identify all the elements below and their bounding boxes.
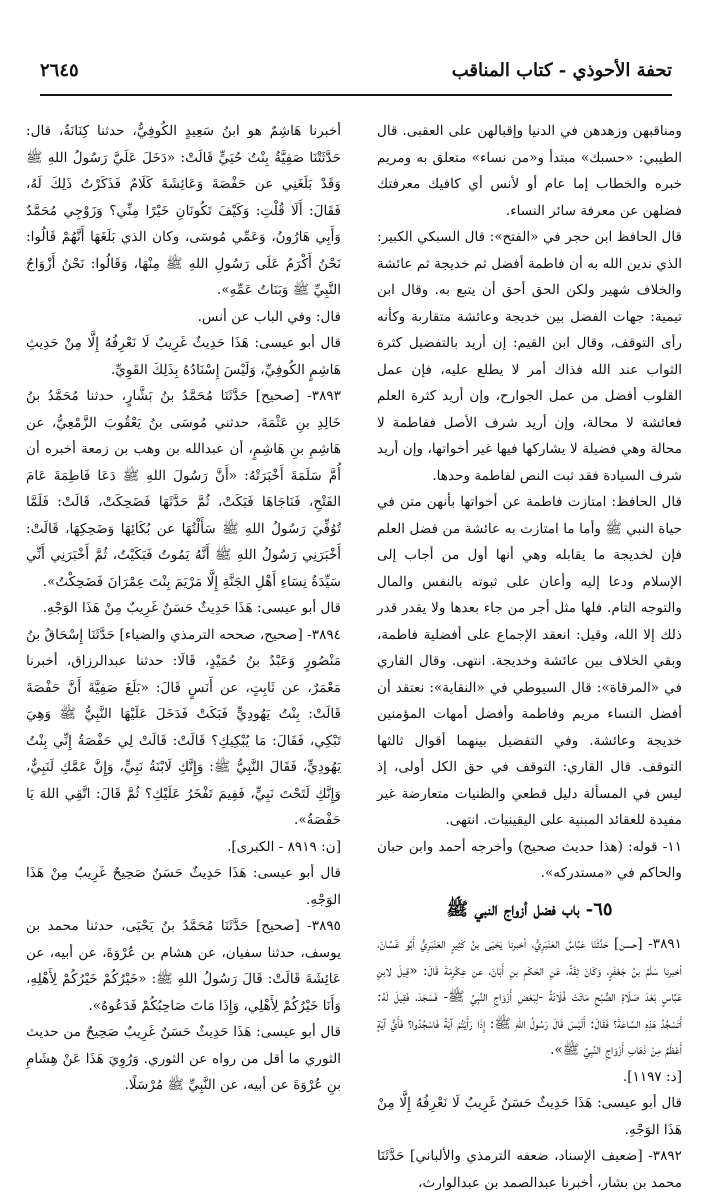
hadith-3892: ٣٨٩٢- [ضعيف الإسناد، ضعفه الترمذي والألباني] حَدَّثَنَا محمد بن بشار، أخبرنا عبدالصمد بن عبدالوارث، [377, 1148, 682, 1191]
right-column [377, 118, 682, 1191]
hadith-3893: ٣٨٩٣- [صحيح] حَدَّثَنَا مُحَمَّدُ بنُ بَشَّارٍ، حدثنا مُحَمَّدُ بنُ خَالِدِ بنِ عَثْمَةَ، حدثني مُوسَى بنُ يَعْقُوبَ الزَّمْعِيُّ، عن هَاشِمِ بنِ هَاشِمٍ، أن عبدالله بن وهب بن زمعة أخبره أن أُمَّ سَلَمَةَ أَخْبَرَتْهُ: «أَنَّ رَسُولَ اللهِ ﷺ دَعَا فَاطِمَةَ عَامَ الفَتْحِ، فَنَاجَاهَا فَبَكَتْ، ثُمَّ حَدَّثَهَا فَضَحِكَتْ، قَالَتْ: فَلَمَّا تُوُفِّيَ رَسُولُ اللهِ ﷺ سَأَلْتُهَا عن بُكَائِهَا وَضَحِكِهَا، قَالَتْ: أَخْبَرَنِي رَسُولُ اللهِ ﷺ أَنَّهُ يَمُوتُ فَبَكَيْتُ، ثُمَّ أَخْبَرَنِي أَنِّي سَيِّدَةُ نِسَاءِ أَهْلِ الجَنَّةِ إِلَّا مَرْيَمَ بِنْتَ عِمْرَانَ فَضَحِكْتُ». [26, 388, 341, 590]
hadith-3891: ٣٨٩١- [حسن] حَدَّثَنَا عَبَّاسٌ العَنْبَرِيُّ، أخبرنا يَحْيَى بنُ كَثِيرٍ العَنْبَرِيُّ أَبُو غَسَّانَ، أخبرنا سَلْمُ بنُ جَعْفَرٍ، وَكَانَ ثِقَةً، عَنِ الحَكَمِ بنِ أَبَانَ، عن عِكْرِمَةَ قَالَ: «قِيلَ لابنِ عَبَّاسٍ بَعْدَ صَلَاةِ الصُّبْحِ مَاتَتْ فُلَانَةُ -لِبَعْضِ أَزْوَاجِ النَّبِيِّ ﷺ- فَسَجَدَ، فَقِيلَ لَهُ: أَتَسْجُدُ هَذِهِ السَّاعَةَ؟ فَقَالَ: أَلَيْسَ قَالَ رَسُولُ اللهِ ﷺ: إِذَا رَأَيْتُمْ آيَةً فَاسْجُدُوا؟ فَأَيُّ آيَةٍ أَعْظَمُ مِنْ ذَهَابِ أَزْوَاجِ النَّبِيِّ ﷺ». [377, 936, 682, 1058]
header-rule [40, 94, 672, 96]
commentary-paragraph-1: ومناقبهن وزهدهن في الدنيا وإقبالهن على العقبى. قال الطيبي: «حسبك» مبتدأ و«من نساء» متعلق به ومريم خبره والخطاب إما عام أو لأنس أي كافيك معرفتك فضلهن عن معرفة سائر النساء. [377, 123, 682, 219]
chapter-heading: ٦٥- باب فضل أزواج النبي ﷺ [446, 898, 613, 920]
hadith-3892-continued: أخبرنا هَاشِمٌ هو ابنُ سَعِيدٍ الكُوفِيُّ، حدثنا كِنَانَةُ، قال: حَدَّثَتْنَا صَفِيَّةُ بِنْتُ حُيَيٍّ قَالَتْ: «دَخَلَ عَلَيَّ رَسُولُ اللهِ ﷺ وَقَدْ بَلَغَنِي عن حَفْصَةَ وَعَائِشَةَ كَلَامٌ فَذَكَرْتُ ذَلِكَ لَهُ، فَقَالَ: أَلَا قُلْتِ: وَكَيْفَ تَكُونَانِ خَيْرًا مِنِّي؟ وَزَوْجِي مُحَمَّدٌ وَأَبِي هَارُونُ، وَعَمِّي مُوسَى، وكان الذي بَلَغَهَا أَنَّهُمْ قَالُوا: نَحْنُ أَكْرَمُ عَلَى رَسُولِ اللهِ ﷺ مِنْهَا، وَقَالُوا: نَحْنُ أَزْوَاجُ النَّبِيِّ ﷺ وَبَنَاتُ عَمِّهِ». [26, 123, 341, 298]
commentary-paragraph-4: ١١- قوله: (هذا حديث صحيح) وأخرجه أحمد وابن حبان والحاكم في «مستدركه». [377, 838, 682, 881]
abu-isa-3892: قال أبو عيسى: هَذَا حَدِيثٌ غَرِيبٌ لَا نَعْرِفُهُ إِلَّا مِنْ حَدِيثِ هَاشِمٍ الكُوفِيِّ، وَلَيْسَ إِسْنَادُهُ بِذَلِكَ القَوِيِّ. [26, 335, 341, 378]
left-column [26, 118, 341, 1098]
abu-isa-3895: قال أبو عيسى: هَذَا حَدِيثٌ حَسَنٌ غَرِيبٌ صَحِيحٌ من حديث الثوري ما أقل من رواه عن الثوري. وَرُوِيَ هَذَا عَنْ هِشَامِ بنِ عُرْوَةَ عن أبيه، عن النَّبِيِّ ﷺ مُرْسَلًا. [26, 1024, 341, 1093]
hadith-3895: ٣٨٩٥- [صحيح] حَدَّثَنَا مُحَمَّدُ بنُ يَحْيَى، حدثنا محمد بن يوسف، حدثنا سفيان، عن هشام بن عُرْوَةَ، عن أبيه، عن عَائِشَةَ قَالَتْ: قَالَ رَسُولُ اللهِ ﷺ: «خَيْرُكُمْ خَيْرُكُمْ لِأَهْلِهِ، وَأَنَا خَيْرُكُمْ لِأَهْلِي، وَإِذَا مَاتَ صَاحِبُكُمْ فَدَعُوهُ». [26, 918, 341, 1014]
running-header [40, 52, 672, 88]
abu-isa-3893: قال أبو عيسى: هَذَا حَدِيثٌ حَسَنٌ غَرِيبٌ مِنْ هَذَا الوَجْهِ. [42, 600, 341, 616]
reference-3891: [د: ١١٩٧]. [622, 1068, 682, 1085]
book-title: تحفة الأحوذي - كتاب المناقب [451, 59, 672, 81]
reference-3894: [ن: ٨٩١٩ - الكبرى]. [227, 838, 341, 855]
page-number: ٢٦٤٥ [40, 59, 79, 81]
abu-isa-3891: قال أبو عيسى: هَذَا حَدِيثٌ حَسَنٌ غَرِيبٌ لَا نَعْرِفُهُ إِلَّا مِنْ هَذَا الوَجْهِ. [377, 1095, 682, 1138]
commentary-paragraph-2: قال الحافظ ابن حجر في «الفتح»: قال السبكي الكبير: الذي ندين الله به أن فاطمة أفضل ثم خديجة ثم عائشة والخلاف شهير ولكن الحق أحق أن يتبع به. وقال ابن تيمية: جهات الفضل بين خديجة وعائشة متقاربة وكأنه رأى التوقف، وقال ابن القيم: إن أريد بالتفضيل كثرة الثواب عند الله فذاك أمر لا يطلع عليه، فإن عمل القلوب أفضل من عمل الجوارح، وإن أريد كثرة العلم فعائشة لا محالة، وإن أريد شرف الأصل ففاطمة لا محالة وهي فضيلة لا يشاركها فيها غير أخواتها، وإن أريد شرف السيادة فقد ثبت النص لفاطمة وحدها. [377, 229, 682, 484]
abu-isa-3894: قال أبو عيسى: هَذَا حَدِيثٌ حَسَنٌ صَحِيحٌ غَرِيبٌ مِنْ هَذَا الوَجْهِ. [26, 865, 341, 908]
fil-bab-note: قال: وفي الباب عن أنس. [197, 308, 341, 325]
hadith-3894: ٣٨٩٤- [صحيح، صححه الترمذي والضياء] حَدَّثَنَا إِسْحَاقُ بنُ مَنْصُورٍ وَعَبْدُ بنُ حُمَيْدٍ، قَالَا: حدثنا عبدالرزاق، أخبرنا مَعْمَرٌ، عن ثَابِتٍ، عن أَنَسٍ قَالَ: «بَلَغَ صَفِيَّةَ أَنَّ حَفْصَةَ قَالَتْ: بِنْتُ يَهُودِيٍّ فَبَكَتْ فَدَخَلَ عَلَيْهَا النَّبِيُّ ﷺ وَهِيَ تَبْكِي، فَقَالَ: مَا يُبْكِيكِ؟ قَالَتْ: قَالَتْ لِي حَفْصَةُ إِنِّي بِنْتُ يَهُودِيٍّ، فَقَالَ النَّبِيُّ ﷺ: وَإِنَّكِ لَابْنَةُ نَبِيٍّ، وَإِنَّ عَمَّكِ لَنَبِيٌّ، وَإِنَّكِ لَتَحْتَ نَبِيٍّ، فَفِيمَ تَفْخَرُ عَلَيْكِ؟ ثُمَّ قَالَ: اتَّقِي اللهَ يَا حَفْصَةُ». [26, 626, 341, 828]
commentary-paragraph-3: قال الحافظ: امتازت فاطمة عن أخواتها بأنهن متن في حياة النبي ﷺ وأما ما امتازت به عائشة من فضل العلم فإن لخديجة ما يقابله وهي أنها أول من أجاب إلى الإسلام ودعا إليه وأعان على ثبوته بالنفس والمال والتوجه التام. فلها مثل أجر من جاء بعدها ولا يقدر قدر ذلك إلا الله، وقيل: انعقد الإجماع على أفضلية فاطمة، وبقي الخلاف بين عائشة وخديجة. انتهى. وقال القاري في «المرقاة»: قال السيوطي في «النقاية»: نعتقد أن أفضل النساء مريم وفاطمة وأفضل أمهات المؤمنين خديجة وعائشة. وفي التفضيل بينهما أقوال ثالثها التوقف. قال القاري: التوقف في حق الكل أولى، إذ ليس في المسألة دليل قطعي والظنيات متعارضة غير مفيدة للعقائد المبنية على اليقينيات. انتهى. [377, 494, 682, 828]
